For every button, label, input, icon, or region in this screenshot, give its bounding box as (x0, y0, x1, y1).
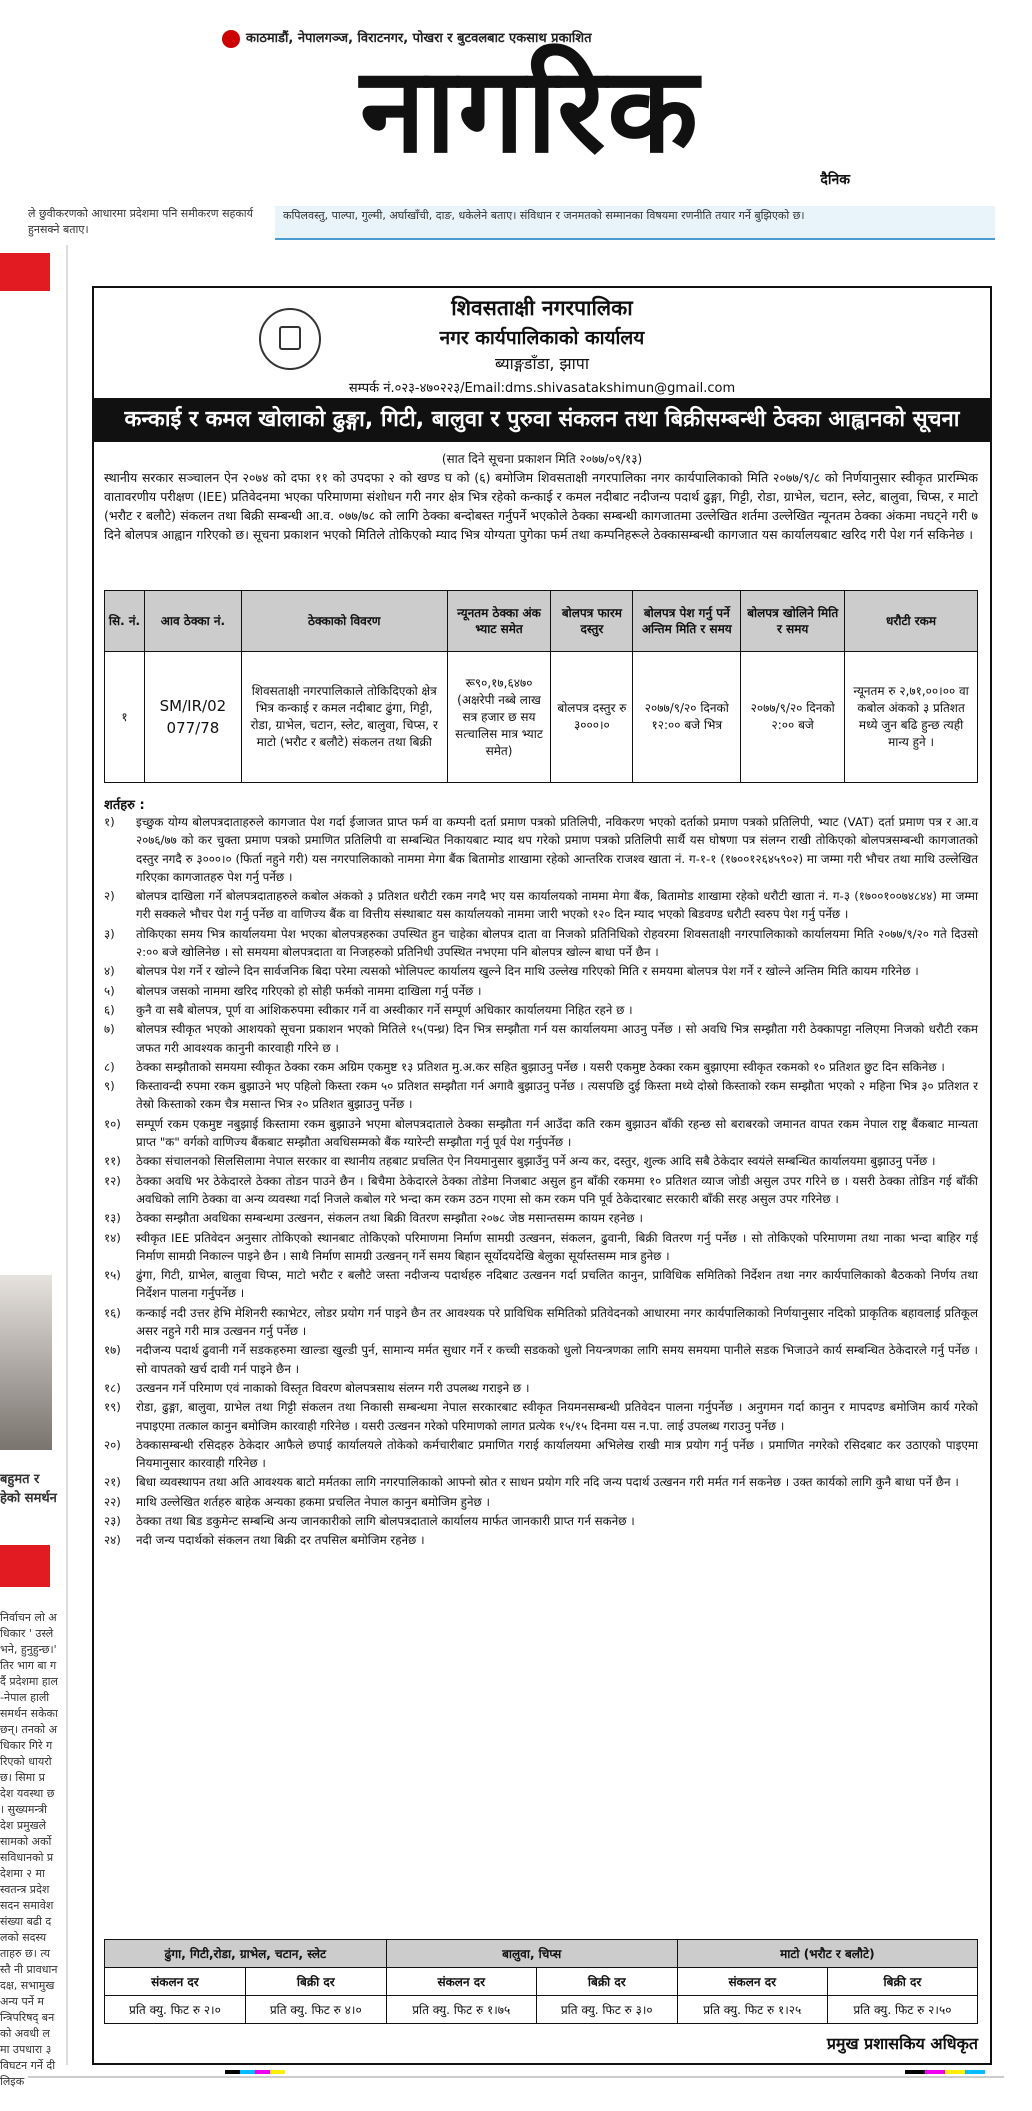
rates-subheader: संकलन दर (677, 1968, 827, 1996)
rate-value: प्रति क्यु. फिट रु १।२५ (677, 1996, 827, 2024)
flame-logo-icon (222, 30, 240, 48)
office-location: ब्याङ्गडाँडा, झापा (495, 354, 589, 373)
news-snippet-strip: कपिलवस्तु, पाल्पा, गुल्मी, अर्घाखाँची, दाङ, धकेलेने बताए। संविधान र जनमतको सम्मानका विषयमा रणनीति तयार गर्ने बुझिएको छ। (275, 206, 995, 240)
table-header-row (105, 591, 978, 652)
cell-contract-no (144, 652, 241, 783)
condition-item (104, 1398, 978, 1435)
condition-number: २२) (104, 1494, 121, 1509)
condition-number: ७) (104, 1022, 115, 1037)
table-header: बोलपत्र फारम दस्तुर (551, 591, 633, 652)
column-headline: बहुमत रहेको समर्थन (0, 1472, 57, 1506)
rates-table (104, 1939, 978, 2024)
condition-item (104, 962, 978, 980)
condition-number: २४) (104, 1533, 121, 1548)
condition-number: १७) (104, 1343, 121, 1358)
condition-item (104, 1436, 978, 1473)
condition-number: १३) (104, 1211, 121, 1226)
conditions-title: शर्तहरु : (104, 798, 145, 813)
column-rule (66, 245, 68, 2065)
table-header: ठेक्काको विवरण (241, 591, 447, 652)
news-snippet-left: ले छुवीकरणको आधारमा प्रदेशमा पनि समीकरण सहकार्य हुनसक्ने बताए। (28, 207, 254, 236)
cell-deposit: न्यूनतम रु २,७१,००।०० वा कबोल अंकको ३ प्रतिशत मध्ये जुन बढि हुन्छ त्यही मान्य हुने । (845, 652, 978, 783)
condition-item (104, 1152, 978, 1170)
condition-item (104, 1115, 978, 1152)
condition-item (104, 1266, 978, 1303)
notice-title: कन्काई र कमल खोलाको ढुङ्गा, गिटी, बालुवा र पुरुवा संकलन तथा बिक्रीसम्बन्धी ठेक्का आह्वानको सूचना (94, 398, 990, 442)
condition-item (104, 925, 978, 962)
condition-number: २१) (104, 1475, 121, 1490)
condition-item (104, 1512, 978, 1530)
condition-text: ठेक्का सम्झौताको समयमा स्वीकृत ठेक्का रकम अग्रिम एकमुष्ट १३ प्रतिशत मु.अ.कर सहित बुझाउनु पर्नेछ । यसरी एकमुष्ट ठेक्का रकम बुझाएमा स्वीकृत रकमको १० प्रतिशत छुट दिन सकिनेछ । (136, 1059, 945, 1074)
condition-text: स्वीकृत IEE प्रतिवेदन अनुसार तोकिएको स्थानबाट तोकिएको परिमाणमा निर्माण सामग्री उत्खनन, संकलन, ढुवानी, बिक्री वितरण गर्नु पर्नेछ । सो तोकिएको परिमाणमा तथा नाका भन्दा बाहिर गई निर्माण सामग्री निकाल्न पाइने छैन । साथै निर्माण सामग्री उत्खनन् गर्ने समय बिहान सूर्योदयदेखि बेलुका सूर्यास्तसम्म मात्र हुनेछ । (136, 1230, 978, 1263)
condition-text: नदी जन्य पदार्थको संकलन तथा बिक्री दर तपसिल बमोजिम रहनेछ । (136, 1533, 425, 1548)
condition-number: १४) (104, 1230, 121, 1245)
rate-value: प्रति क्यु. फिट रु २।० (105, 1996, 246, 2024)
cell-form-fee: बोलपत्र दस्तुर रु ३०००।० (551, 652, 633, 783)
condition-item (104, 1077, 978, 1114)
notice-intro: स्थानीय सरकार सञ्चालन ऐन २०७४ को दफा ११ को उपदफा २ को खण्ड घ को (६) बमोजिम शिवसताक्षी नगरपालिका नगर कार्यपालिकाको मिति २०७७/९/८ को निर्णयानुसार स्वीकृत प्रारम्भिक वातावरणीय परीक्षण (IEE) प्रतिवेदनमा भएका परिमाणमा संशोधन गरी नगर क्षेत्र भित्र रहेको कन्काई र कमल नदीबाट नदीजन्य पदार्थ ढुङ्गा, गिट्टी, रोडा, ग्राभेल, चटान, स्लेट, बालुवा, चिप्स, र माटो (भरौट र बलौटे) संकलन तथा बिक्री सम्बन्धी आ.व. ०७७/७८ को लागि ठेक्का बन्दोबस्त गर्नुपर्ने भएकोले ठेक्का सम्बन्धी कागजातमा उल्लेखित शर्तमा उल्लेखित न्यूनतम ठेक्का अंकमा नघट्ने गरी ७ दिने बोलपत्र आह्वान गरिएको छ। सूचना प्रकाशन भएको मितिले तोकिएको म्याद भित्र योग्यता पुगेका फर्म तथा कम्पनिहरूले ठेक्कासम्बन्धी कागजात यस कार्यालयबाट खरिद गरी पेश गर्न सकिनेछ । (104, 470, 978, 542)
condition-item (104, 1229, 978, 1266)
office-name: नगर कार्यपालिकाको कार्यालय (439, 327, 645, 349)
rates-subheader-row (105, 1968, 978, 1996)
condition-text: बोलपत्र पेश गर्ने र खोल्ने दिन सार्वजनिक बिदा परेमा त्यसको भोलिपल्ट कार्यालय खुल्ने दिन माथि उल्लेख गरिएको मिति र समयमा बोलपत्र पेश गर्ने र खोल्ने अन्तिम मिति कायम गरिनेछ । (136, 964, 919, 979)
condition-item (104, 1001, 978, 1019)
condition-number: २३) (104, 1513, 121, 1528)
condition-item (104, 1058, 978, 1076)
condition-text: कन्काई नदी उत्तर हेभि मेशिनरी स्काभेटर, लोडर प्रयोग गर्न पाइने छैन तर आवश्यक परे प्राविधिक समितिको प्रतिवेदनको आधारमा नगर कार्यपालिकाको निर्णयानुसार नदिको प्राकृतिक बहावलाई प्रतिकूल असर नहुने गरी मात्र उत्खनन गर्नु पर्नेछ । (136, 1305, 978, 1339)
condition-text: ढुंगा, गिटी, ग्राभेल, बालुवा चिप्स, माटो भरौट र बलौटे जस्ता नदीजन्य पदार्थहरु नदिबाट उत्खनन गर्दा प्रचलित कानुन, प्राविधिक समितिको निर्देशन तथा नगर कार्यपालिकाको बैठकको निर्णय तथा निर्देशन पालना गर्नुपर्नेछ । (136, 1268, 978, 1301)
cell-sn: १ (105, 652, 145, 783)
rates-subheader: संकलन दर (105, 1968, 246, 1996)
tender-notice (92, 286, 992, 2065)
rates-group-header: ढुंगा, गिटी,रोडा, ग्राभेल, चटान, स्लेट (105, 1940, 387, 1968)
table-header: बोलपत्र खोलिने मिति र समय (741, 591, 845, 652)
office-contact: सम्पर्क नं.०२३-४७०२२३/Email:dms.shivasatakshimun@gmail.com (348, 381, 736, 396)
condition-number: ११) (104, 1154, 121, 1169)
condition-text: ठेक्कासम्बन्धी रसिदहरु ठेकेदार आफैले छपाई कार्यालयले तोकेको कर्मचारीबाट प्रमाणित गराई कार्यालयमा अभिलेख राखी मात्र प्रयोग गर्नु पर्नेछ । प्रमाणित नगरेको रसिदबाट कर उठाएको पाइएमा नियमानुसार कारवाही गरिनेछ । (136, 1437, 978, 1471)
rates-value-row (105, 1996, 978, 2024)
condition-number: १२) (104, 1173, 121, 1188)
condition-text: ठेक्का तथा बिड डकुमेन्ट सम्बन्धि अन्य जानकारीको लागि बोलपत्रदाताले कार्यालय मार्फत जानकारी प्राप्त गर्न सकनेछ । (136, 1513, 635, 1528)
registration-marks (225, 2070, 285, 2074)
condition-number: १८) (104, 1380, 121, 1395)
condition-text: ठेक्का संचालनको सिलसिलामा नेपाल सरकार वा स्थानीय तहबाट प्रचलित ऐन नियमानुसार बुझाउँनु पर्ने अन्य कर, दस्तुर, शुल्क आदि सबै ठेकेदार स्वयंले सम्बन्धित कार्यालयमा बुझाउनु पर्नेछ । (136, 1154, 936, 1169)
condition-number: ६) (104, 1002, 115, 1017)
masthead-tagline: काठमाडौं, नेपालगञ्ज, विराटनगर, पोखरा र बुटवलबाट एकसाथ प्रकाशित (222, 28, 592, 48)
column-text: निर्वाचन लो अधिकार ' उस्ले भने, हुनुहुन्छ।' तिर भाग बा गर्दै प्रदेशमा हाल-नेपाल हाली समर्थन सकेका छन्। तनको अधिकार गिरे गरिएको धायरो छ। सिमा प्रदेश यवस्था छ। सुख्यमन्त्री देश प्रमुखले सामको अर्को सविधानको प्रदेशमा २ मा स्वतन्त्र प्रदेश सदन समावेश संख्या बढी दलको सदस्यताहरु छ। त्यस्तै नी प्रावधान दक्ष, सभामुख अन्य पर्ने मन्त्रिपरिषद् बनको अवधी लमा उपधारा ३ विघटन गर्ने दी लिइक (0, 1611, 58, 2088)
condition-text: किस्तावन्दी रुपमा रकम बुझाउने भए पहिलो किस्ता रकम ५० प्रतिशत सम्झौता गर्न अगावै बुझाउनु पर्नेछ । त्यसपछि दुई किस्ता मध्ये दोस्रो किस्ताको रकम सम्झौता भएको २ महिना भित्र ३० प्रतिशत र तेस्रो किस्ताको रकम चैत्र मसान्त भित्र २० प्रतिशत बुझाउनु पर्नेछ । (136, 1079, 978, 1112)
condition-text: बोलपत्र स्वीकृत भएको आशयको सूचना प्रकाशन भएको मितिले १५(पन्ध्र) दिन भित्र सम्झौता गर्न यस कार्यालयमा आउनु पर्नेछ । सो अवधि भित्र सम्झौता गरी ठेक्कापट्टा नलिएमा निजको धरौटी रकम जफत गरी आवश्यक कानुनी कारवाही गरिने छ । (136, 1022, 978, 1055)
cell-opening: २०७७/९/२० दिनको २:०० बजे (741, 652, 845, 783)
condition-item (104, 1379, 978, 1397)
rates-subheader: संकलन दर (386, 1968, 536, 1996)
org-name: शिवसताक्षी नगरपालिका (451, 296, 633, 320)
condition-item (104, 982, 978, 1000)
rates-group-header: माटो (भरौट र बलौटे) (677, 1940, 977, 1968)
condition-number: ४) (104, 964, 115, 979)
tender-table (104, 590, 978, 783)
condition-item (104, 1172, 978, 1209)
rates-group-row (105, 1940, 978, 1968)
table-header: न्यूनतम ठेक्का अंक भ्याट समेत (447, 591, 551, 652)
condition-item (104, 1020, 978, 1057)
contract-no-line: SM/IR/02 (159, 697, 227, 715)
condition-number: २) (104, 889, 115, 904)
newspaper-logo: नागरिक (360, 41, 700, 179)
cell-min-amount (447, 652, 551, 783)
condition-text: नदीजन्य पदार्थ ढुवानी गर्ने सडकहरुमा खाल्डा खुल्डी पुर्न, सामान्य मर्मत सुधार गर्ने र कच्ची सडकको धुलो नियन्त्रणका लागि समय समयमा पानीले सडक भिजाउने कार्य सम्बन्धित ठेकेदारले गर्नु पर्नेछ । सो वापतको खर्च दावी गर्न पाइने छैन । (136, 1343, 978, 1376)
table-row (105, 652, 978, 783)
min-amount-words: (अक्षरेपी नब्बे लाख सत्र हजार छ सय सत्चालिस मात्र भ्याट समेत) (455, 692, 543, 758)
condition-text: उत्खनन गर्ने परिमाण एवं नाकाको विस्तृत विवरण बोलपत्रसाथ संलग्न गरी उपलब्ध गराइने छ । (136, 1380, 530, 1395)
condition-text: कुनै वा सबै बोलपत्र, पूर्ण वा आंशिकरुपमा स्वीकार गर्ने वा अस्वीकार गर्ने सम्पूर्ण अधिकार कार्यालयमा निहित रहने छ । (136, 1002, 633, 1017)
condition-number: २०) (104, 1437, 121, 1452)
condition-item (104, 813, 978, 886)
condition-text: इच्छुक योग्य बोलपत्रदाताहरुले कागजात पेश गर्दा ईजाजत प्राप्त फर्म वा कम्पनी दर्ता प्रमाण पत्रको प्रतिलिपी, नविकरण भएको दर्ताको प्रमाण पत्रको प्रतिलिपी, भ्याट (VAT) दर्ता प्रमाण पत्र र आ.व २०७६/७७ को कर चुक्ता प्रमाण पत्रको प्रमाणित प्रतिलिपी वा सम्बन्धित निकायबाट म्याद थप गरेको प्रमाण पत्रको प्रतिलिपी सार्थै यस घोषणा पत्र संलग्न राखी तोकिएको बोलपत्रसम्बन्धी कागजातको दस्तुर नगदै रु ३०००।० (फिर्ता नहुने गरी) यस नगरपालिकाको नाममा मेगा बैंक बितामोड शाखामा रहेको आन्तरिक राजश्व खाता नं. ग-१-१ (१७००१२६४५९०२) मा जम्मा गरी भौचर तथा माथि उल्लेखित गरिएका कागजातहरु पेश गर्नु पर्नेछ । (136, 815, 978, 884)
condition-text: तोकिएका समय भित्र कार्यालयमा पेश भएका बोलपत्रहरुका उपस्थित हुन चाहेका बोलपत्र दाता वा निजको प्रतिनिधिको रोहवरमा शिवसताक्षी नगरपालिकाको कार्यालयमा मिति २०७७/९/२० गते दिउसो २:०० बजे खोलिनेछ । सो समयमा बोलपत्रदाता वा निजहरुको प्रतिनिधी उपस्थित नभएमा पनि बोलपत्र खोल्न बाधा पर्ने छैन । (136, 926, 978, 960)
rates-subheader: बिक्री दर (245, 1968, 386, 1996)
condition-item (104, 1304, 978, 1341)
table-header: सि. नं. (105, 591, 145, 652)
condition-item (104, 887, 978, 924)
condition-number: ५) (104, 983, 115, 998)
contract-no-line: 077/78 (166, 719, 220, 737)
table-header: धरौटी रकम (845, 591, 978, 652)
rates-group-header: बालुवा, चिप्स (386, 1940, 677, 1968)
condition-number: ९) (104, 1079, 115, 1094)
condition-text: रोडा, ढुङ्गा, बालुवा, ग्राभेल तथा गिट्टी संकलन तथा निकासी सम्बन्धमा नेपाल सरकारबाट स्वीकृत नियमनसम्बन्धी प्रतिवेदन पालना गर्नुपर्नेछ । अनुगमन गर्दा कानुन र मापदण्ड बमोजिम कार्य गरेको नपाइएमा तत्काल कानुन बमोजिम कारवाही गरिनेछ । यसरी उत्खनन गरेको परिमाणको लागत प्रत्येक १५/१५ दिनमा यस न.पा. लाई उपलब्ध गराउनु पर्नेछ । (136, 1400, 978, 1433)
rate-value: प्रति क्यु. फिट रु २।५० (827, 1996, 977, 2024)
masthead-daily: दैनिक (820, 172, 850, 188)
page-bottom-rule (28, 2076, 1004, 2078)
condition-number: १६) (104, 1305, 121, 1320)
condition-number: १) (104, 815, 115, 829)
signature: प्रमुख प्रशासकिय अधिकृत (826, 2034, 978, 2053)
table-header: बोलपत्र पेश गर्नु पर्ने अन्तिम मिति र समय (633, 591, 741, 652)
condition-number: ८) (104, 1059, 115, 1074)
condition-text: बोलपत्र जसको नाममा खरिद गरिएको हो सोही फर्मको नाममा दाखिला गर्नु पर्नेछ । (136, 983, 482, 998)
condition-item (104, 1493, 978, 1511)
condition-item (104, 1531, 978, 1549)
adjacent-column (0, 245, 58, 2088)
registration-marks (905, 2070, 985, 2074)
publication-date: (सात दिने सूचना प्रकाशन मिति २०७७/०९/१३) (441, 452, 643, 466)
condition-number: १९) (104, 1400, 121, 1415)
condition-number: ३) (104, 926, 115, 941)
rates-subheader: बिक्री दर (827, 1968, 977, 1996)
rates-subheader: बिक्री दर (536, 1968, 677, 1996)
column-photo (0, 1275, 52, 1450)
rate-value: प्रति क्यु. फिट रु ४।० (245, 1996, 386, 2024)
min-amount: रू९०,१७,६४७० (465, 675, 533, 690)
rate-value: प्रति क्यु. फिट रु ३।० (536, 1996, 677, 2024)
cell-deadline: २०७७/९/२० दिनको १२:०० बजे भित्र (633, 652, 741, 783)
condition-item (104, 1473, 978, 1491)
conditions-list (104, 813, 978, 1551)
table-header: आव ठेक्का नं. (144, 591, 241, 652)
condition-text: ठेक्का सम्झौता अवधिका सम्बन्धमा उत्खनन, संकलन तथा बिक्री वितरण सम्झौता २०७८ जेष्ठ मसान्तसम्म कायम रहनेछ । (136, 1211, 643, 1226)
red-bar-2 (0, 1545, 50, 1587)
condition-number: १०) (104, 1116, 121, 1131)
condition-item (104, 1341, 978, 1378)
condition-text: बिधा व्यवस्थापन तथा अति आवश्यक बाटो मर्मतका लागि नगरपालिकाको आफ्नो स्रोत र साधन प्रयोग गरि नदि जन्य पदार्थ उत्खनन गरी मर्मत गर्न सकनेछ । उक्त कार्यको लागि कुनै बाधा पर्ने छैन । (136, 1475, 959, 1490)
condition-text: ठेक्का अवधि भर ठेकेदारले ठेक्का तोडन पाउने छैन । बिचैमा ठेकेदारले ठेक्का तोडेमा निजबाट असुल हुन बाँकी रकममा १० प्रतिशत व्याज जोडी असुल उपर गरिने छ । यसरी ठेक्का तोडिन गई बाँकी अवधिको लागि ठेक्का वा अन्य व्यवस्था गर्दा निजले कबोल गरे भन्दा कम रकम उठन गएमा सो कम रकम पनि पूर्व ठेकेदारबाट सरकारी बाँकी सरह असुल उपर गरिनेछ । (136, 1173, 978, 1206)
condition-text: माथि उल्लेखित शर्तहरु बाहेक अन्यका हकमा प्रचलित नेपाल कानुन बमोजिम हुनेछ । (136, 1494, 490, 1509)
masthead (210, 20, 850, 188)
red-bar (0, 253, 50, 291)
rate-value: प्रति क्यु. फिट रु १।७५ (386, 1996, 536, 2024)
condition-item (104, 1209, 978, 1227)
cell-description: शिवसताक्षी नगरपालिकाले तोकिदिएको क्षेत्र भित्र कन्काई र कमल नदीबाट ढुंगा, गिट्टी, रोडा, ग्राभेल, चटान, स्लेट, बालुवा, चिप्स, र माटो (भरौट र बलौटे) संकलन तथा बिक्री (241, 652, 447, 783)
condition-number: १५) (104, 1268, 121, 1283)
condition-text: सम्पूर्ण रकम एकमुष्ट नबुझाई किस्तामा रकम बुझाउने भएमा बोलपत्रदाताले ठेक्का सम्झौता गर्न आउँदा कति रकम बुझाउन बाँकी रहन्छ सो बराबरको जमानत वापत रकम नेपाल राष्ट्र बैंकबाट मान्यता प्राप्त "क" वर्गको वाणिज्य बैंकबाट सम्झौता अवधिसम्मको बैंक ग्यारेन्टी सम्झौता गर्नु पूर्व पेश गर्नुपर्नेछ । (136, 1116, 978, 1150)
condition-text: बोलपत्र दाखिला गर्ने बोलपत्रदाताहरुले कबोल अंकको ३ प्रतिशत धरौटी रकम नगदै भए यस कार्यालयको नाममा मेगा बैंक, बितामोड शाखामा रहेको धरौटी खाता नं. ग-३ (१७००१००७४८४४) मा जम्मा गरी सक्कले भौचर पेश गर्नु पर्नेछ वा वाणिज्य बैंक वा वित्तीय संस्थाबाट यस कार्यालयको नाममा जारी भएको १२० दिन म्याद भएको बिडवण्ड धरौटी स्वरुप पेश गर्नु पर्नेछ । (136, 889, 978, 922)
